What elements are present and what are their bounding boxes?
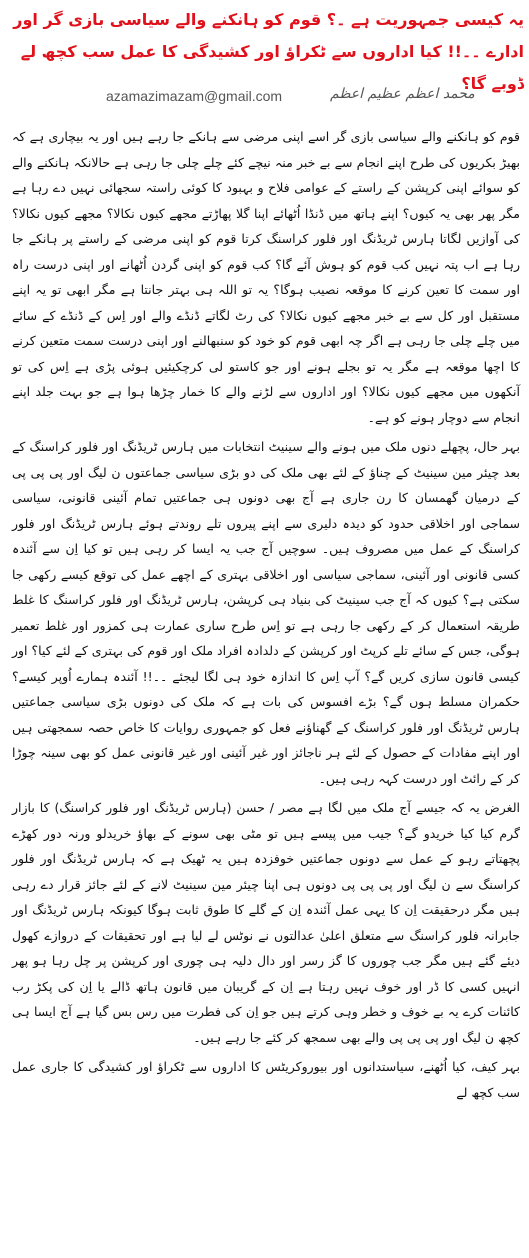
paragraph-3: الغرض یہ کہ جیسے آج ملک میں لگا ہے مصر / حسن (ہارس ٹریڈنگ اور فلور کراسنگ) کا بازار گرم کیا کیا خریدو گے؟ جیب میں پیسے ہیں تو مٹی بھی سونے کے بھاؤ خریدلو ورنہ دور کھڑے پچھتاتے رہو کے عمل سے دونوں جماعتیں خوفزدہ ہیں یہ ٹھیک ہے کہ ہارس ٹریڈنگ اور فلور کراسنگ سے ن لیگ اور پی پی پی دونوں ہی اپنا چیئر مین سینیٹ لانے کے لئے جائز قرار دے رہی ہیں مگر درحقیقت اِن کا یہی عمل آئندہ اِن کے گلے کا طوق ثابت ہوگا کیونکہ ہارس ٹریڈنگ اور جابرانہ فلور کراسنگ سے متعلق اعلیٰ عدالتوں نے نوٹس لے لیا ہے اور تحقیقات کے دروازے کھول دیئے گئے ہیں مگر جب چوروں کا گز رسر اور دال دلیہ ہی چوری اور کرپشن پر چل رہا ہو پھر انہیں کسی کا ڈر اور خوف نہیں رہتا ہے اِن کے گریبان میں قانون ہاتھ ڈالے یا اِن کی پکڑ رب کائنات کرے یہ بے خوف و خطر وہی کرتے ہیں جو اِن کی فطرت میں رس بس گیا ہے آج ایسا ہی کچھ ن لیگ اور پی پی پی والے بھی سمجھ کر کئے جا رہے ہیں۔ — [12, 800, 520, 1045]
article-body — [12, 124, 520, 1109]
paragraph-4: بہر کیف، کیا اُٹھنے، سیاستدانوں اور بیوروکریٹس کا اداروں سے ٹکراؤ اور کشیدگی کا جاری عمل سب کچھ لے — [12, 1059, 520, 1100]
byline — [0, 86, 529, 110]
headline: یہ کیسی جمہوریت ہے ۔؟ قوم کو ہانکنے والے سیاسی بازی گر اور ادارے ۔۔!! کیا اداروں سے ٹکراؤ اور کشیدگی کا عمل سب کچھ لے ڈوبے گا؟ — [13, 10, 524, 93]
author-email[interactable]: azamazimazam@gmail.com — [106, 88, 283, 104]
author-name: محمد اعظم عظیم اعظم — [330, 86, 475, 102]
paragraph-2: بہر حال، پچھلے دنوں ملک میں ہونے والے سینیٹ انتخابات میں ہارس ٹریڈنگ اور فلور کراسنگ کے بعد چیئر مین سینیٹ کے چناؤ کے لئے بھی ملک کی دو بڑی سیاسی جماعتوں ن لیگ اور پی پی پی کے درمیان گھمسان کا رن جاری ہے آج بھی دونوں ہی جماعتیں تمام آئینی قانونی، سیاسی سماجی اور اخلاقی حدود کو دیدہ دلیری سے اپنے پیروں تلے روندتے ہوئے ہارس ٹریڈنگ اور فلور کراسنگ کے عمل میں مصروف ہیں۔ سوچیں آج جب یہ ایسا کر رہی ہیں تو کیا اِن سے آئندہ کسی قانونی اور آئینی، سماجی سیاسی اور اخلاقی بہتری کے اچھے عمل کی توقع کیسے رکھی جا سکتی ہے؟ کیوں کہ آج جب سینیٹ کی بنیاد ہی کرپشن، ہارس ٹریڈنگ اور فلور کراسنگ کا غلط طریقہ استعمال کر کے رکھی جا رہی ہے تو اِس طرح ساری عمارت ہی کمزور اور غلط تعمیر ہوگی، جس کے سائے تلے کرپٹ اور کرپشن کے دلدادہ افراد ملک اور قوم کی بہتری کے لئے کیا؟ اور کیسی قانون سازی کریں گے؟ آپ اِس کا اندازہ خود ہی لگا لیجئے ۔۔!! آئندہ ہمارے اُوپر کیسے؟ حکمران مسلط ہوں گے؟ بڑے افسوس کی بات ہے کہ ملک کی دونوں بڑی سیاسی جماعتیں ہارس ٹریڈنگ اور فلور کراسنگ کے گھناؤنے فعل کو جمہوری روایات کا خاص حصہ سمجھتی ہیں اور اپنے مفادات کے حصول کے لئے ہر ناجائز اور غیر آئینی اور غیر قانونی عمل کو بھی سینہ چوڑا کر کے رائٹ اور درست کہہ رہی ہیں۔ — [11, 439, 520, 786]
paragraph-1: قوم کو ہانکنے والے سیاسی بازی گر اسے اپنی مرضی سے ہانکے جا رہے ہیں اور یہ بیچاری ہے کہ بھیڑ بکریوں کی طرح اپنے انجام سے بے خبر منہ نیچے کئے چلے چلی جا رہی ہے حالانکہ ہانکنے والے کو سوائے اپنی کرپشن کے راستے کے عوامی فلاح و بہبود کا کوئی راستہ سجھائی نہیں دے رہا ہے مگر پھر بھی یہ کیوں؟ اپنے ہاتھ میں ڈنڈا اُٹھائے اپنا گلا پھاڑتے مجھے کیوں نکالا؟ مجھے کیوں نکالا؟ کی آوازیں لگاتا ہارس ٹریڈنگ اور فلور کراسنگ کرتا قوم کو اپنی مرضی کے راستے پر ہانکے جا رہا ہے اب پتہ نہیں کب قوم کو ہوش آئے گا؟ کب قوم کو اپنی گردن اُٹھانے اور اپنی درست راہ اور سمت کا تعین کرنے کا موقعہ نصیب ہوگا؟ یہ تو اللہ ہی بہتر جانتا ہے مگر ابھی تو یہ اپنے مستقبل اور کل سے بے خبر مجھے کیوں نکالا؟ کی رٹ لگاتے ڈنڈے والے اور اِس کے ڈنڈے کے سائے میں چلے چلی جا رہی ہے اگر چہ ابھی قوم کو خود کو سنبھالنے اور اپنی درست سمت متعین کرنے کا اچھا موقعہ ہے مگر یہ تو بجلے ہونے اور جو کاستو لی کرچکیئیں ہوئی پڑی ہے اِس کی تو آنکھوں میں مجھے کیوں نکالا؟ اور اداروں سے لڑنے والے کا خمار چڑھا ہوا ہے جو بہت جلد اپنے انجام سے دوچار ہونے کو ہے۔ — [12, 129, 520, 425]
